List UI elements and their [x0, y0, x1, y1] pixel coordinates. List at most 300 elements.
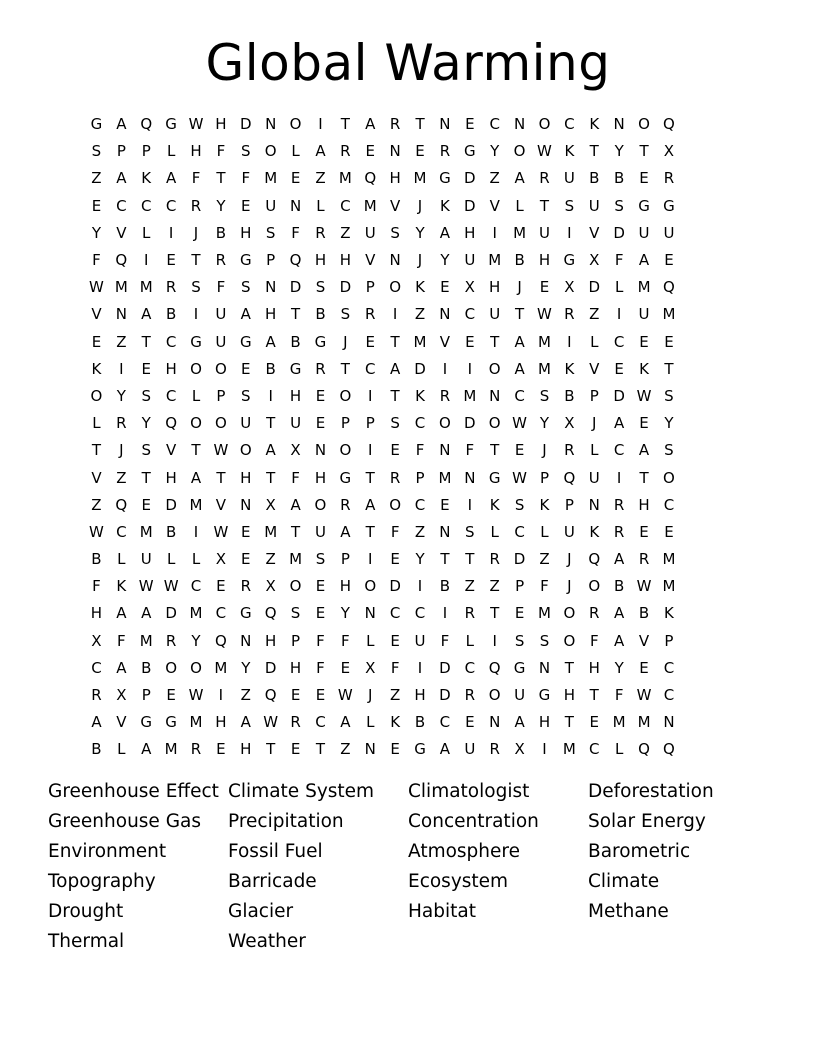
- grid-letter[interactable]: E: [315, 386, 326, 405]
- grid-letter[interactable]: E: [589, 713, 599, 732]
- grid-letter[interactable]: D: [240, 115, 252, 134]
- grid-letter[interactable]: M: [662, 550, 676, 569]
- grid-letter[interactable]: S: [514, 631, 525, 650]
- grid-letter[interactable]: C: [589, 740, 600, 759]
- grid-letter[interactable]: Z: [489, 169, 500, 188]
- grid-letter[interactable]: G: [439, 169, 451, 188]
- grid-letter[interactable]: C: [165, 332, 177, 351]
- grid-letter[interactable]: R: [638, 550, 650, 569]
- grid-letter[interactable]: F: [540, 577, 549, 596]
- grid-letter[interactable]: A: [165, 169, 177, 188]
- grid-letter[interactable]: C: [613, 332, 625, 351]
- grid-letter[interactable]: K: [415, 386, 425, 405]
- grid-letter[interactable]: U: [215, 332, 227, 351]
- grid-letter[interactable]: H: [265, 631, 277, 650]
- grid-letter[interactable]: E: [415, 142, 425, 161]
- grid-letter[interactable]: I: [368, 386, 373, 405]
- grid-letter[interactable]: E: [639, 414, 649, 433]
- grid-letter[interactable]: N: [588, 495, 600, 514]
- grid-letter[interactable]: D: [588, 278, 601, 297]
- grid-letter[interactable]: L: [92, 414, 101, 433]
- grid-letter[interactable]: A: [340, 522, 351, 541]
- grid-letter[interactable]: C: [190, 577, 202, 596]
- grid-letter[interactable]: F: [291, 468, 300, 487]
- grid-letter[interactable]: M: [189, 713, 203, 732]
- grid-letter[interactable]: V: [91, 468, 102, 487]
- grid-letter[interactable]: D: [165, 604, 177, 623]
- grid-letter[interactable]: T: [365, 522, 375, 541]
- grid-letter[interactable]: T: [564, 658, 574, 677]
- grid-letter[interactable]: O: [488, 359, 501, 378]
- grid-letter[interactable]: C: [613, 441, 625, 460]
- grid-letter[interactable]: E: [465, 115, 475, 134]
- grid-letter[interactable]: R: [613, 522, 625, 541]
- grid-letter[interactable]: E: [241, 196, 251, 215]
- grid-letter[interactable]: R: [663, 169, 675, 188]
- grid-letter[interactable]: O: [165, 658, 178, 677]
- grid-letter[interactable]: E: [290, 169, 301, 188]
- grid-letter[interactable]: R: [539, 169, 550, 188]
- grid-letter[interactable]: O: [488, 414, 501, 433]
- grid-letter[interactable]: L: [540, 522, 549, 541]
- grid-letter[interactable]: L: [191, 386, 201, 405]
- grid-letter[interactable]: A: [514, 359, 525, 378]
- grid-letter[interactable]: C: [414, 604, 426, 623]
- grid-letter[interactable]: X: [290, 441, 301, 460]
- grid-letter[interactable]: T: [141, 468, 151, 487]
- grid-letter[interactable]: V: [165, 441, 177, 460]
- grid-letter[interactable]: Y: [340, 604, 350, 623]
- grid-letter[interactable]: H: [240, 740, 252, 759]
- grid-letter[interactable]: N: [464, 468, 476, 487]
- grid-letter[interactable]: F: [316, 658, 325, 677]
- grid-letter[interactable]: D: [264, 658, 277, 677]
- grid-letter[interactable]: C: [140, 196, 152, 215]
- grid-letter[interactable]: N: [513, 115, 526, 134]
- grid-letter[interactable]: N: [439, 522, 451, 541]
- grid-letter[interactable]: G: [463, 142, 476, 161]
- grid-letter[interactable]: T: [639, 142, 649, 161]
- grid-letter[interactable]: C: [315, 713, 326, 732]
- grid-letter[interactable]: X: [663, 142, 675, 161]
- grid-letter[interactable]: L: [166, 142, 176, 161]
- grid-letter[interactable]: E: [664, 251, 674, 270]
- grid-letter[interactable]: A: [290, 495, 301, 514]
- grid-letter[interactable]: A: [116, 658, 127, 677]
- grid-letter[interactable]: A: [439, 740, 451, 759]
- grid-letter[interactable]: D: [389, 577, 401, 596]
- grid-letter[interactable]: D: [464, 169, 476, 188]
- grid-letter[interactable]: M: [289, 550, 303, 569]
- grid-letter[interactable]: U: [489, 305, 501, 324]
- grid-letter[interactable]: Y: [490, 142, 500, 161]
- grid-letter[interactable]: U: [588, 196, 600, 215]
- grid-letter[interactable]: H: [314, 251, 327, 270]
- grid-letter[interactable]: F: [92, 577, 101, 596]
- grid-letter[interactable]: H: [289, 386, 302, 405]
- grid-letter[interactable]: T: [515, 305, 525, 324]
- grid-letter[interactable]: M: [463, 386, 477, 405]
- grid-letter[interactable]: G: [314, 332, 327, 351]
- grid-letter[interactable]: V: [215, 495, 227, 514]
- grid-letter[interactable]: H: [240, 468, 252, 487]
- grid-letter[interactable]: U: [314, 522, 326, 541]
- grid-letter[interactable]: E: [166, 686, 176, 705]
- grid-letter[interactable]: U: [140, 550, 152, 569]
- grid-letter[interactable]: R: [464, 686, 476, 705]
- grid-letter[interactable]: W: [89, 278, 104, 297]
- grid-letter[interactable]: R: [165, 631, 177, 650]
- grid-letter[interactable]: R: [190, 740, 202, 759]
- grid-letter[interactable]: A: [265, 332, 276, 351]
- grid-letter[interactable]: K: [664, 604, 674, 623]
- grid-letter[interactable]: C: [116, 196, 127, 215]
- grid-letter[interactable]: U: [464, 740, 476, 759]
- grid-letter[interactable]: M: [189, 604, 203, 623]
- grid-letter[interactable]: H: [638, 495, 650, 514]
- grid-letter[interactable]: P: [340, 414, 350, 433]
- grid-letter[interactable]: F: [465, 441, 475, 460]
- grid-letter[interactable]: R: [589, 604, 600, 623]
- grid-letter[interactable]: I: [368, 441, 373, 460]
- grid-letter[interactable]: L: [614, 278, 624, 297]
- grid-letter[interactable]: P: [141, 142, 151, 161]
- grid-letter[interactable]: U: [638, 223, 650, 242]
- grid-letter[interactable]: H: [215, 713, 227, 732]
- grid-letter[interactable]: M: [662, 577, 676, 596]
- grid-letter[interactable]: Z: [340, 740, 351, 759]
- grid-letter[interactable]: N: [314, 441, 327, 460]
- grid-letter[interactable]: V: [489, 196, 500, 215]
- grid-letter[interactable]: N: [439, 305, 451, 324]
- grid-letter[interactable]: Q: [663, 115, 675, 134]
- grid-letter[interactable]: V: [365, 251, 376, 270]
- grid-letter[interactable]: M: [413, 332, 427, 351]
- grid-letter[interactable]: N: [489, 386, 501, 405]
- grid-letter[interactable]: Z: [414, 305, 426, 324]
- grid-letter[interactable]: O: [439, 414, 451, 433]
- grid-letter[interactable]: S: [241, 142, 251, 161]
- grid-letter[interactable]: I: [467, 359, 473, 378]
- grid-letter[interactable]: O: [314, 495, 327, 514]
- grid-letter[interactable]: O: [488, 686, 501, 705]
- grid-letter[interactable]: H: [339, 577, 351, 596]
- grid-letter[interactable]: L: [490, 522, 499, 541]
- grid-letter[interactable]: E: [514, 604, 525, 623]
- grid-letter[interactable]: E: [664, 332, 674, 351]
- grid-letter[interactable]: Y: [191, 631, 201, 650]
- grid-letter[interactable]: W: [537, 305, 552, 324]
- grid-letter[interactable]: R: [613, 495, 625, 514]
- grid-letter[interactable]: T: [266, 414, 276, 433]
- grid-letter[interactable]: S: [241, 278, 251, 297]
- grid-letter[interactable]: C: [165, 386, 177, 405]
- grid-letter[interactable]: A: [614, 631, 625, 650]
- grid-letter[interactable]: T: [664, 359, 674, 378]
- grid-letter[interactable]: Y: [141, 414, 151, 433]
- grid-letter[interactable]: L: [166, 550, 176, 569]
- grid-letter[interactable]: Q: [140, 115, 153, 134]
- grid-letter[interactable]: G: [538, 686, 551, 705]
- grid-letter[interactable]: Z: [315, 169, 326, 188]
- grid-letter[interactable]: D: [464, 196, 476, 215]
- grid-letter[interactable]: H: [314, 468, 327, 487]
- grid-letter[interactable]: N: [389, 251, 401, 270]
- grid-letter[interactable]: K: [141, 169, 152, 188]
- grid-letter[interactable]: D: [339, 278, 352, 297]
- grid-letter[interactable]: R: [439, 386, 451, 405]
- grid-letter[interactable]: E: [91, 332, 102, 351]
- grid-letter[interactable]: S: [465, 522, 475, 541]
- grid-letter[interactable]: Z: [116, 468, 127, 487]
- grid-letter[interactable]: O: [289, 577, 302, 596]
- grid-letter[interactable]: B: [414, 713, 426, 732]
- grid-letter[interactable]: G: [165, 115, 177, 134]
- grid-letter[interactable]: E: [141, 495, 151, 514]
- grid-letter[interactable]: B: [265, 359, 276, 378]
- grid-letter[interactable]: T: [589, 142, 599, 161]
- grid-letter[interactable]: S: [241, 386, 251, 405]
- grid-letter[interactable]: E: [315, 686, 326, 705]
- grid-letter[interactable]: H: [489, 278, 501, 297]
- grid-letter[interactable]: O: [638, 115, 650, 134]
- grid-letter[interactable]: E: [514, 441, 525, 460]
- grid-letter[interactable]: N: [364, 740, 376, 759]
- grid-letter[interactable]: A: [265, 441, 276, 460]
- grid-letter[interactable]: C: [439, 713, 451, 732]
- grid-letter[interactable]: L: [117, 740, 126, 759]
- grid-letter[interactable]: T: [216, 468, 226, 487]
- grid-letter[interactable]: G: [239, 604, 252, 623]
- grid-letter[interactable]: A: [390, 359, 401, 378]
- grid-letter[interactable]: A: [514, 332, 525, 351]
- grid-letter[interactable]: G: [165, 713, 177, 732]
- grid-letter[interactable]: G: [289, 359, 302, 378]
- grid-letter[interactable]: T: [539, 196, 550, 215]
- grid-letter[interactable]: V: [390, 196, 401, 215]
- grid-letter[interactable]: J: [517, 278, 522, 297]
- grid-letter[interactable]: C: [489, 115, 500, 134]
- grid-letter[interactable]: F: [440, 631, 450, 650]
- grid-letter[interactable]: A: [614, 550, 625, 569]
- grid-letter[interactable]: B: [91, 740, 102, 759]
- grid-letter[interactable]: Y: [241, 658, 251, 677]
- grid-letter[interactable]: T: [340, 359, 350, 378]
- grid-letter[interactable]: I: [616, 468, 622, 487]
- grid-letter[interactable]: W: [213, 522, 229, 541]
- grid-letter[interactable]: G: [488, 468, 501, 487]
- grid-letter[interactable]: I: [218, 686, 224, 705]
- grid-letter[interactable]: T: [290, 522, 301, 541]
- grid-letter[interactable]: C: [165, 196, 177, 215]
- grid-letter[interactable]: Z: [116, 332, 127, 351]
- grid-letter[interactable]: Q: [264, 686, 277, 705]
- grid-letter[interactable]: C: [91, 658, 102, 677]
- grid-letter[interactable]: M: [363, 196, 377, 215]
- grid-letter[interactable]: G: [414, 740, 426, 759]
- grid-letter[interactable]: I: [368, 550, 373, 569]
- grid-letter[interactable]: D: [414, 359, 426, 378]
- grid-letter[interactable]: N: [663, 713, 675, 732]
- grid-letter[interactable]: R: [564, 441, 575, 460]
- grid-letter[interactable]: N: [439, 115, 451, 134]
- grid-letter[interactable]: J: [368, 686, 373, 705]
- grid-letter[interactable]: I: [567, 223, 572, 242]
- grid-letter[interactable]: R: [340, 495, 351, 514]
- grid-letter[interactable]: W: [337, 686, 353, 705]
- grid-letter[interactable]: N: [265, 278, 277, 297]
- grid-letter[interactable]: S: [564, 196, 575, 215]
- grid-letter[interactable]: U: [563, 169, 575, 188]
- grid-letter[interactable]: E: [639, 332, 649, 351]
- grid-letter[interactable]: T: [490, 332, 500, 351]
- grid-letter[interactable]: I: [417, 577, 423, 596]
- grid-letter[interactable]: A: [340, 713, 351, 732]
- grid-letter[interactable]: O: [563, 631, 576, 650]
- grid-letter[interactable]: S: [290, 604, 301, 623]
- grid-letter[interactable]: E: [390, 441, 400, 460]
- grid-letter[interactable]: M: [139, 631, 153, 650]
- grid-letter[interactable]: C: [340, 196, 351, 215]
- grid-letter[interactable]: X: [564, 414, 575, 433]
- grid-letter[interactable]: Q: [488, 658, 501, 677]
- grid-letter[interactable]: S: [141, 386, 151, 405]
- grid-letter[interactable]: V: [589, 359, 600, 378]
- grid-letter[interactable]: A: [240, 713, 251, 732]
- grid-letter[interactable]: L: [366, 713, 375, 732]
- grid-letter[interactable]: I: [318, 115, 323, 134]
- grid-letter[interactable]: U: [240, 414, 252, 433]
- grid-letter[interactable]: Y: [415, 223, 425, 242]
- grid-letter[interactable]: E: [365, 142, 375, 161]
- grid-letter[interactable]: O: [190, 414, 202, 433]
- grid-letter[interactable]: X: [564, 278, 575, 297]
- grid-letter[interactable]: N: [240, 495, 252, 514]
- grid-letter[interactable]: C: [663, 658, 675, 677]
- grid-letter[interactable]: U: [464, 251, 476, 270]
- grid-letter[interactable]: P: [116, 142, 126, 161]
- grid-letter[interactable]: U: [638, 305, 650, 324]
- grid-letter[interactable]: L: [142, 223, 151, 242]
- grid-letter[interactable]: O: [513, 142, 526, 161]
- grid-letter[interactable]: A: [141, 604, 152, 623]
- grid-letter[interactable]: O: [339, 386, 352, 405]
- grid-letter[interactable]: C: [663, 495, 675, 514]
- grid-letter[interactable]: I: [268, 386, 273, 405]
- grid-letter[interactable]: M: [164, 740, 178, 759]
- grid-letter[interactable]: X: [464, 278, 475, 297]
- grid-letter[interactable]: R: [315, 223, 326, 242]
- grid-letter[interactable]: A: [91, 713, 102, 732]
- grid-letter[interactable]: S: [664, 441, 674, 460]
- grid-letter[interactable]: X: [514, 740, 525, 759]
- grid-letter[interactable]: B: [290, 332, 301, 351]
- grid-letter[interactable]: R: [389, 115, 401, 134]
- grid-letter[interactable]: T: [141, 332, 151, 351]
- grid-letter[interactable]: Q: [563, 468, 576, 487]
- grid-letter[interactable]: H: [289, 658, 302, 677]
- grid-letter[interactable]: B: [315, 305, 326, 324]
- grid-letter[interactable]: O: [214, 359, 227, 378]
- grid-letter[interactable]: F: [216, 142, 226, 161]
- grid-letter[interactable]: H: [563, 686, 575, 705]
- grid-letter[interactable]: C: [514, 386, 525, 405]
- grid-letter[interactable]: P: [216, 386, 226, 405]
- grid-letter[interactable]: Z: [489, 577, 500, 596]
- grid-letter[interactable]: Z: [240, 686, 251, 705]
- grid-letter[interactable]: G: [239, 251, 252, 270]
- grid-letter[interactable]: M: [538, 359, 551, 378]
- grid-letter[interactable]: T: [490, 441, 500, 460]
- grid-letter[interactable]: Q: [638, 740, 650, 759]
- grid-letter[interactable]: Y: [440, 251, 450, 270]
- grid-letter[interactable]: L: [590, 332, 599, 351]
- grid-letter[interactable]: Q: [289, 251, 302, 270]
- grid-letter[interactable]: R: [165, 278, 177, 297]
- grid-letter[interactable]: T: [365, 468, 375, 487]
- grid-letter[interactable]: N: [265, 115, 277, 134]
- grid-letter[interactable]: S: [91, 142, 102, 161]
- grid-letter[interactable]: J: [343, 332, 348, 351]
- grid-letter[interactable]: U: [414, 631, 426, 650]
- grid-letter[interactable]: H: [165, 468, 177, 487]
- grid-letter[interactable]: X: [589, 251, 600, 270]
- grid-letter[interactable]: E: [390, 631, 400, 650]
- grid-letter[interactable]: E: [241, 550, 251, 569]
- grid-letter[interactable]: Q: [115, 495, 128, 514]
- grid-letter[interactable]: Z: [414, 522, 426, 541]
- grid-letter[interactable]: R: [290, 713, 301, 732]
- grid-letter[interactable]: L: [366, 631, 375, 650]
- grid-letter[interactable]: G: [140, 713, 153, 732]
- grid-letter[interactable]: F: [390, 522, 400, 541]
- grid-letter[interactable]: W: [138, 577, 154, 596]
- grid-letter[interactable]: P: [515, 577, 525, 596]
- grid-letter[interactable]: E: [340, 658, 351, 677]
- grid-letter[interactable]: H: [464, 223, 476, 242]
- grid-letter[interactable]: M: [662, 305, 676, 324]
- grid-letter[interactable]: S: [514, 495, 525, 514]
- grid-letter[interactable]: R: [91, 686, 102, 705]
- grid-letter[interactable]: K: [639, 359, 649, 378]
- grid-letter[interactable]: F: [390, 658, 400, 677]
- grid-letter[interactable]: T: [191, 251, 201, 270]
- grid-letter[interactable]: G: [513, 658, 526, 677]
- grid-letter[interactable]: C: [414, 495, 426, 514]
- grid-letter[interactable]: O: [339, 441, 352, 460]
- grid-letter[interactable]: X: [265, 577, 276, 596]
- grid-letter[interactable]: O: [264, 142, 277, 161]
- grid-letter[interactable]: U: [364, 223, 376, 242]
- grid-letter[interactable]: R: [190, 196, 202, 215]
- grid-letter[interactable]: T: [315, 740, 326, 759]
- grid-letter[interactable]: E: [390, 550, 400, 569]
- grid-letter[interactable]: M: [562, 740, 576, 759]
- grid-letter[interactable]: L: [614, 740, 624, 759]
- grid-letter[interactable]: A: [240, 305, 251, 324]
- grid-letter[interactable]: R: [439, 142, 451, 161]
- grid-letter[interactable]: D: [289, 278, 302, 297]
- grid-letter[interactable]: D: [513, 550, 526, 569]
- grid-letter[interactable]: H: [538, 713, 551, 732]
- grid-letter[interactable]: B: [439, 577, 451, 596]
- grid-letter[interactable]: Y: [216, 196, 226, 215]
- grid-letter[interactable]: G: [563, 251, 576, 270]
- grid-letter[interactable]: M: [139, 278, 153, 297]
- grid-letter[interactable]: C: [564, 115, 575, 134]
- grid-letter[interactable]: F: [117, 631, 126, 650]
- grid-letter[interactable]: M: [214, 658, 228, 677]
